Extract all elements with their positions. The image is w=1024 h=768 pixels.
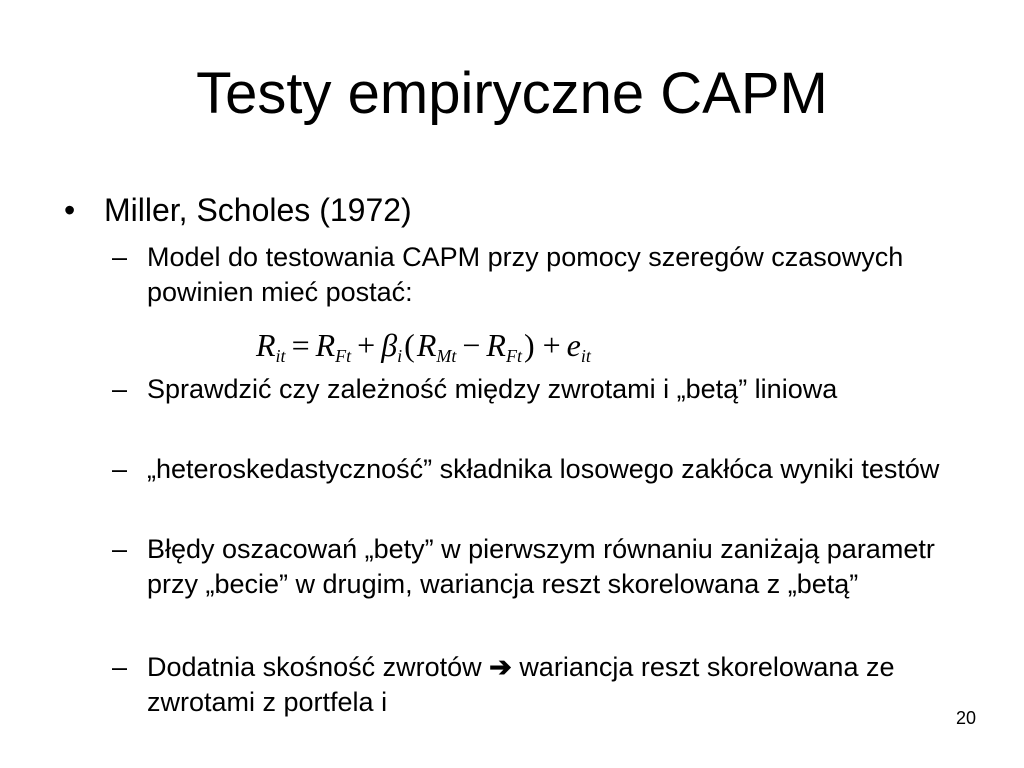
capm-formula: $R_{it} = R_{Ft} + \beta_i(R_{Mt} - R_{Ft}) + e_{it}$	[256, 327, 591, 366]
skewness-text: Dodatnia skośność zwrotów	[147, 652, 482, 682]
main-bullet	[64, 190, 412, 230]
sub-item-text: Model do testowania CAPM przy pomocy szeregów czasowych powinien mieć postać:	[147, 242, 904, 307]
slide-title: Testy empiryczne CAPM	[196, 61, 828, 126]
sub-item-beta-errors	[112, 532, 972, 602]
sub-item-model	[112, 240, 972, 310]
main-bullet-text: Miller, Scholes (1972)	[104, 192, 412, 228]
bullet-dot-icon: •	[64, 192, 76, 228]
page-number: 20	[955, 708, 976, 728]
sub-item-text: Błędy oszacowań „bety” w pierwszym równaniu zaniżają parametr przy „becie” w drugim, wariancja reszt skorelowana z „betą”	[147, 534, 935, 599]
sub-item-text: „heteroskedastyczność” składnika losowego zakłóca wyniki testów	[147, 454, 940, 484]
sub-item-skewness	[112, 650, 972, 720]
dash-icon: –	[112, 374, 128, 404]
residual-variance-text: wariancja reszt skorelowana ze zwrotami z portfela i	[147, 652, 895, 717]
dash-icon: –	[112, 534, 128, 564]
sub-item-text	[112, 650, 972, 720]
dash-icon: –	[112, 242, 128, 272]
arrow-right-icon: ➔	[489, 652, 512, 682]
sub-item-text: Sprawdzić czy zależność między zwrotami i „betą” liniowa	[147, 374, 838, 404]
dash-icon: –	[112, 652, 128, 682]
sub-item-heteroskedasticity	[112, 452, 972, 487]
dash-icon: –	[112, 454, 128, 484]
sub-item-linearity	[112, 372, 972, 407]
